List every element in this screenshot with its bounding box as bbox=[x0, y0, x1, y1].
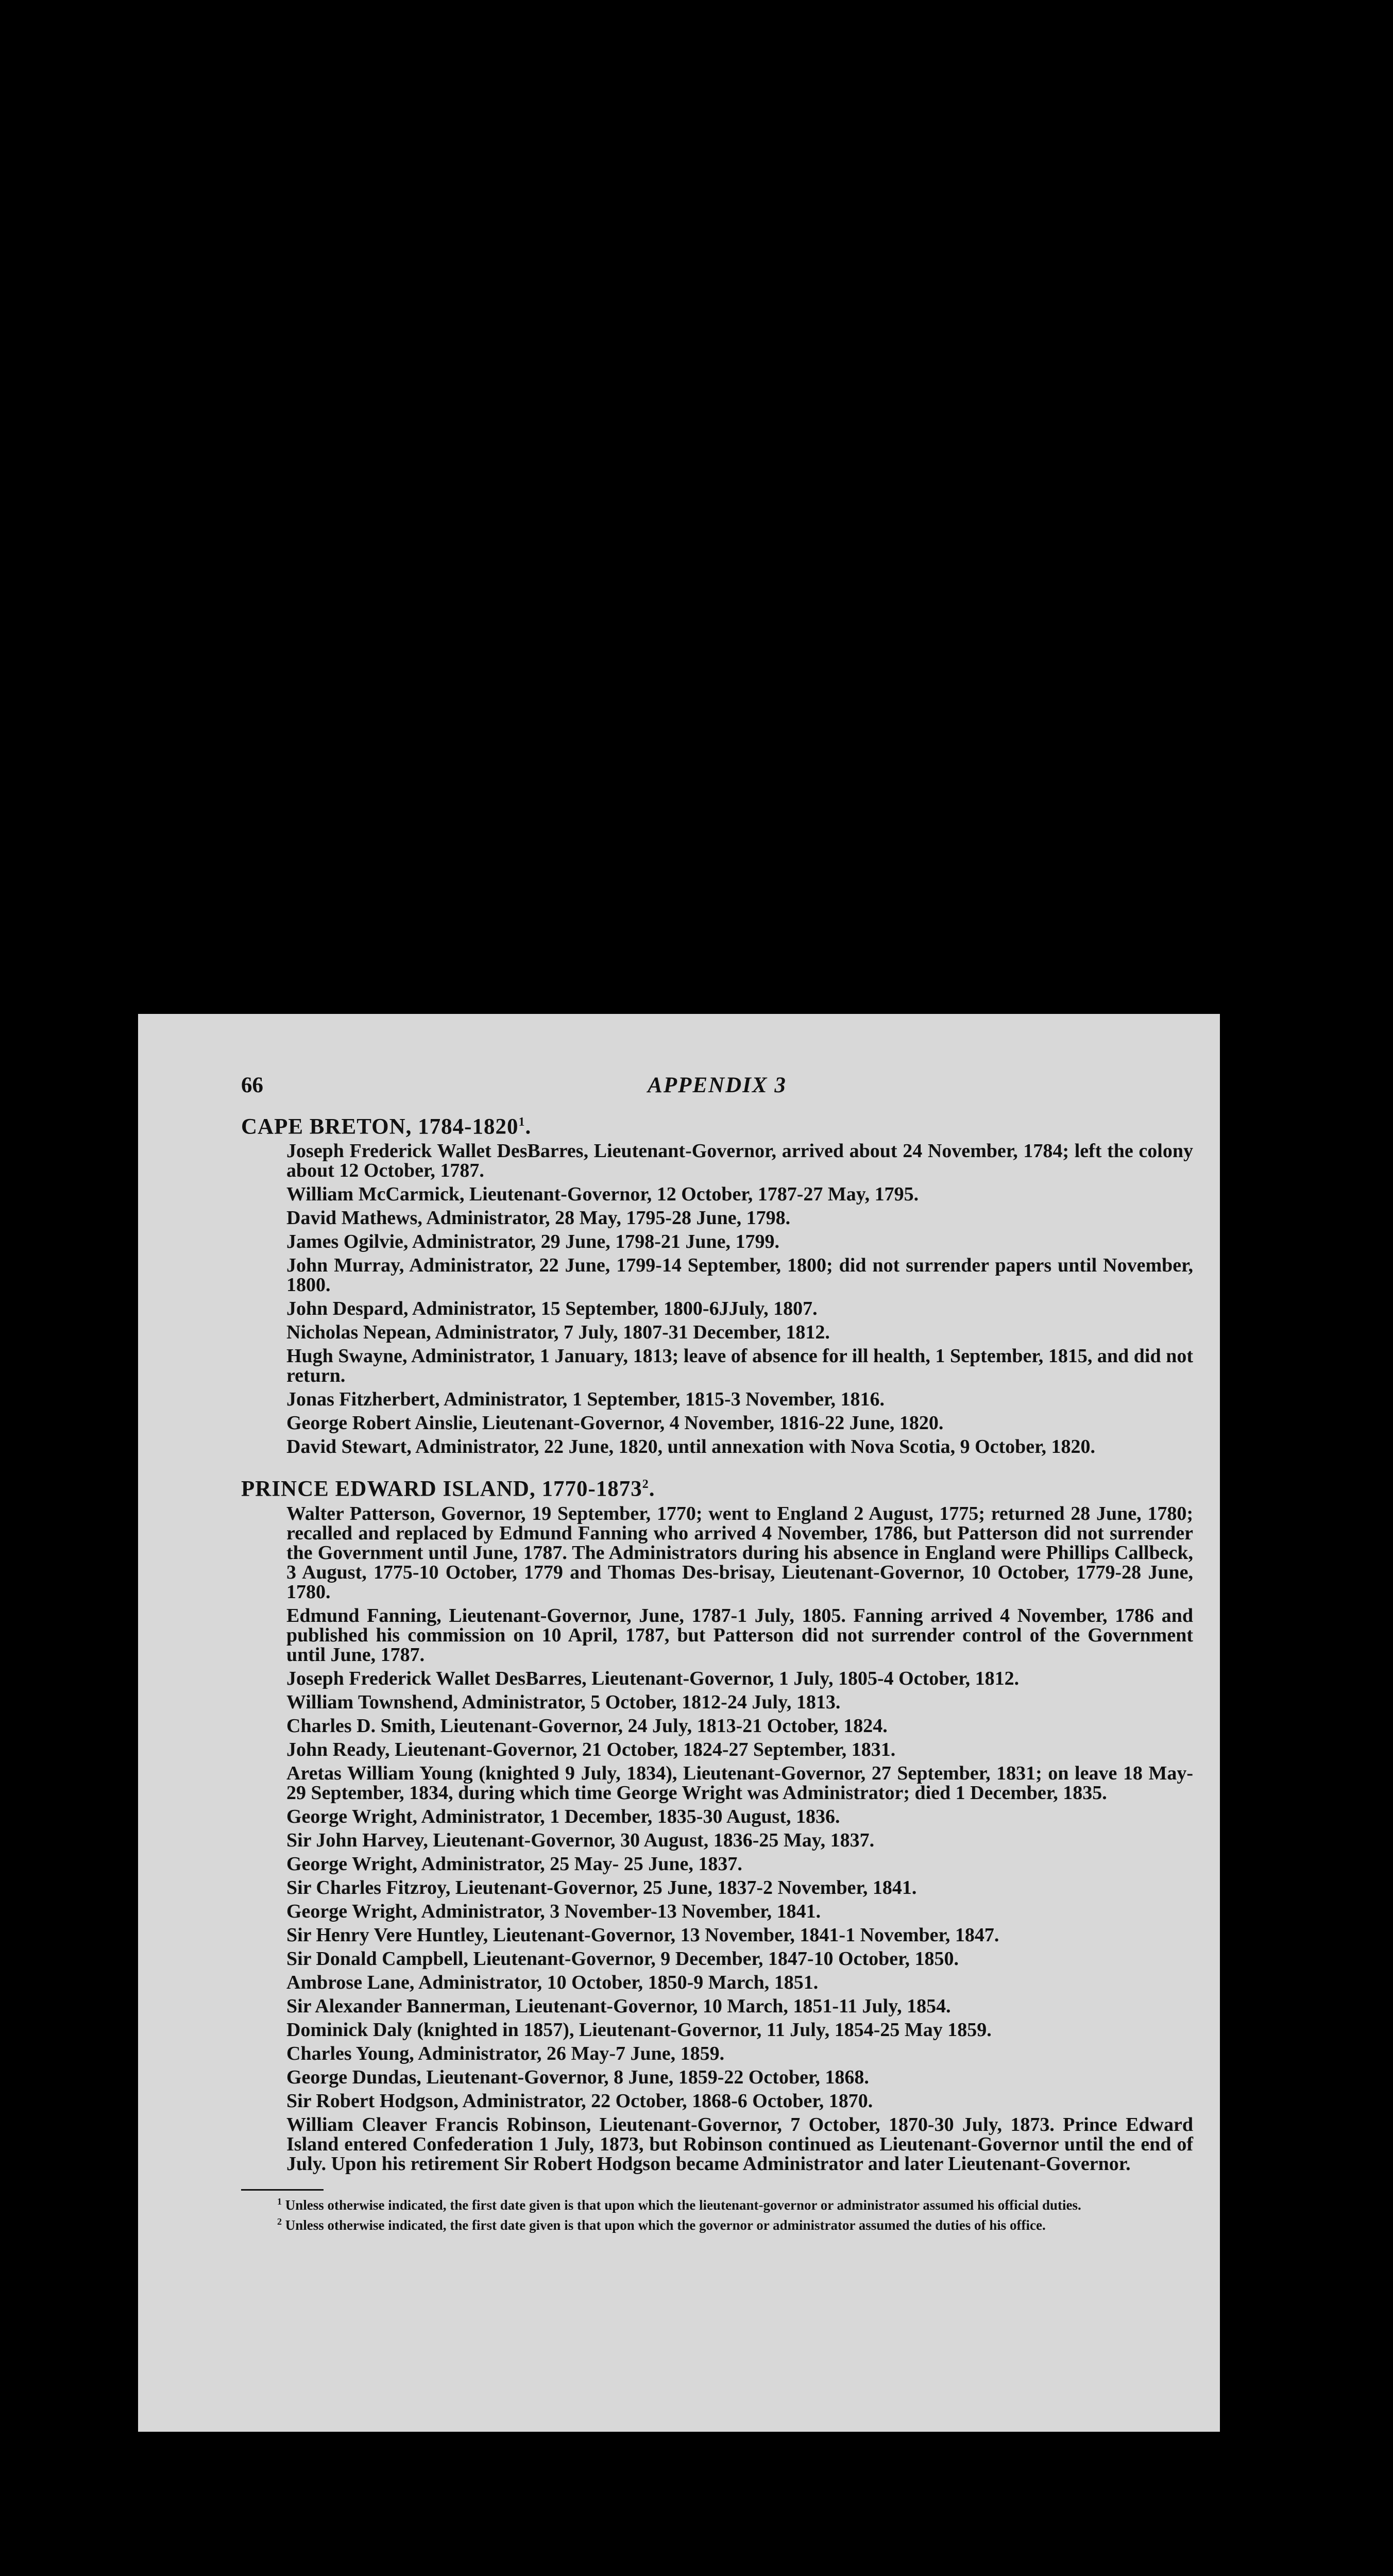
list-item: Aretas William Young (knighted 9 July, 1834), Lieutenant-Governor, 27 September, 1831; on leave 18 May-29 September, 1834, during which time George Wright was Administrator; died 1 December, 1835. bbox=[286, 1762, 1193, 1804]
section-heading bbox=[241, 1110, 1193, 1139]
page-content bbox=[241, 1110, 1193, 2234]
list-item: John Despard, Administrator, 15 September, 1800-6JJuly, 1807. bbox=[286, 1298, 818, 1320]
list-item: Edmund Fanning, Lieutenant-Governor, June, 1787-1 July, 1805. Fanning arrived 4 November, 1786 and published his commission on 10 April, 1787, but Patterson did not surrender control of the Government until June, 1787. bbox=[286, 1604, 1193, 1666]
list-item: John Murray, Administrator, 22 June, 1799-14 September, 1800; did not surrender papers until November, 1800. bbox=[286, 1255, 1193, 1296]
list-item: George Robert Ainslie, Lieutenant-Governor, 4 November, 1816-22 June, 1820. bbox=[286, 1412, 944, 1434]
page-header bbox=[241, 1073, 1193, 1104]
footnote-text: Unless otherwise indicated, the first date given is that upon which the lieutenant-governor or administrator assumed his official duties. bbox=[285, 2197, 1081, 2213]
list-item: Nicholas Nepean, Administrator, 7 July, 1807-31 December, 1812. bbox=[286, 1321, 830, 1344]
list-item: Charles D. Smith, Lieutenant-Governor, 24 July, 1813-21 October, 1824. bbox=[286, 1715, 888, 1737]
footnote bbox=[241, 2214, 1193, 2233]
list-item: Joseph Frederick Wallet DesBarres, Lieutenant-Governor, 1 July, 1805-4 October, 1812. bbox=[286, 1667, 1020, 1689]
list-item: Hugh Swayne, Administrator, 1 January, 1813; leave of absence for ill health, 1 September, 1815, and did not return. bbox=[286, 1345, 1193, 1387]
section-heading-text: PRINCE EDWARD ISLAND, 1770-1873 bbox=[241, 1477, 642, 1501]
list-item: William Townshend, Administrator, 5 October, 1812-24 July, 1813. bbox=[286, 1691, 841, 1713]
list-item: Sir Robert Hodgson, Administrator, 22 October, 1868-6 October, 1870. bbox=[286, 2090, 873, 2112]
footnote-text: Unless otherwise indicated, the first date given is that upon which the governor or administrator assumed the duties of his office. bbox=[285, 2217, 1046, 2233]
list-item: George Wright, Administrator, 3 November-13 November, 1841. bbox=[286, 1900, 821, 1922]
list-item: James Ogilvie, Administrator, 29 June, 1798-21 June, 1799. bbox=[286, 1231, 780, 1253]
list-item: David Stewart, Administrator, 22 June, 1820, until annexation with Nova Scotia, 9 October, 1820. bbox=[286, 1436, 1096, 1458]
list-item: George Dundas, Lieutenant-Governor, 8 June, 1859-22 October, 1868. bbox=[286, 2066, 869, 2088]
list-item: Dominick Daly (knighted in 1857), Lieutenant-Governor, 11 July, 1854-25 May 1859. bbox=[286, 2019, 992, 2041]
list-item: Walter Patterson, Governor, 19 September, 1770; went to England 2 August, 1775; returned 28 June, 1780; recalled and replaced by Edmund Fanning who arrived 4 November, 1786, but Patterson did not surrender the Government until June, 1787. The Administrators during his absence in England were Phillips Callbeck, 3 August, 1775-10 October, 1779 and Thomas Des-brisay, Lieutenant-Governor, 10 October, 1779-28 June, 1780. bbox=[286, 1502, 1193, 1603]
list-item: Sir Charles Fitzroy, Lieutenant-Governor, 25 June, 1837-2 November, 1841. bbox=[286, 1876, 917, 1899]
footnote-mark: 2 bbox=[277, 2216, 282, 2227]
list-item: John Ready, Lieutenant-Governor, 21 October, 1824-27 September, 1831. bbox=[286, 1738, 896, 1760]
section-heading-text: CAPE BRETON, 1784-1820 bbox=[241, 1114, 519, 1139]
footnotes-container bbox=[241, 2194, 1193, 2233]
list-item: Jonas Fitzherbert, Administrator, 1 September, 1815-3 November, 1816. bbox=[286, 1388, 885, 1411]
document-page bbox=[138, 1014, 1220, 2432]
list-item: George Wright, Administrator, 25 May- 25 June, 1837. bbox=[286, 1853, 742, 1875]
section bbox=[241, 1472, 1193, 2173]
list-item: David Mathews, Administrator, 28 May, 1795-28 June, 1798. bbox=[286, 1207, 791, 1229]
sections-container bbox=[241, 1110, 1193, 2174]
footnote bbox=[241, 2194, 1193, 2213]
heading-period: . bbox=[525, 1114, 532, 1139]
list-item: George Wright, Administrator, 1 December, 1835-30 August, 1836. bbox=[286, 1805, 840, 1827]
section-heading bbox=[241, 1472, 1193, 1501]
list-item: Charles Young, Administrator, 26 May-7 June, 1859. bbox=[286, 2042, 725, 2064]
heading-period: . bbox=[649, 1477, 655, 1501]
list-item: William Cleaver Francis Robinson, Lieutenant-Governor, 7 October, 1870-30 July, 1873. Prince Edward Island entered Confederation 1 July, 1873, but Robinson continued as Lieutenant-Governor until the end of July. Upon his retirement Sir Robert Hodgson became Administrator and later Lieutenant-Governor. bbox=[286, 2113, 1193, 2175]
footnote-mark: 1 bbox=[277, 2196, 282, 2207]
list-item: Ambrose Lane, Administrator, 10 October, 1850-9 March, 1851. bbox=[286, 1971, 819, 1993]
footnote-reference: 2 bbox=[642, 1478, 649, 1492]
list-item: Sir Donald Campbell, Lieutenant-Governor, 9 December, 1847-10 October, 1850. bbox=[286, 1947, 959, 1970]
footnote-divider bbox=[241, 2189, 324, 2191]
list-item: Sir Henry Vere Huntley, Lieutenant-Governor, 13 November, 1841-1 November, 1847. bbox=[286, 1924, 999, 1946]
list-item: William McCarmick, Lieutenant-Governor, 12 October, 1787-27 May, 1795. bbox=[286, 1183, 919, 1206]
page-number: 66 bbox=[241, 1073, 263, 1097]
list-item: Sir Alexander Bannerman, Lieutenant-Governor, 10 March, 1851-11 July, 1854. bbox=[286, 1995, 951, 2017]
footnote-reference: 1 bbox=[518, 1115, 525, 1129]
list-item: Joseph Frederick Wallet DesBarres, Lieutenant-Governor, arrived about 24 November, 1784; left the colony about 12 October, 1787. bbox=[286, 1140, 1193, 1182]
list-item: Sir John Harvey, Lieutenant-Governor, 30 August, 1836-25 May, 1837. bbox=[286, 1829, 875, 1851]
running-title: APPENDIX 3 bbox=[648, 1073, 787, 1097]
section bbox=[241, 1110, 1193, 1456]
